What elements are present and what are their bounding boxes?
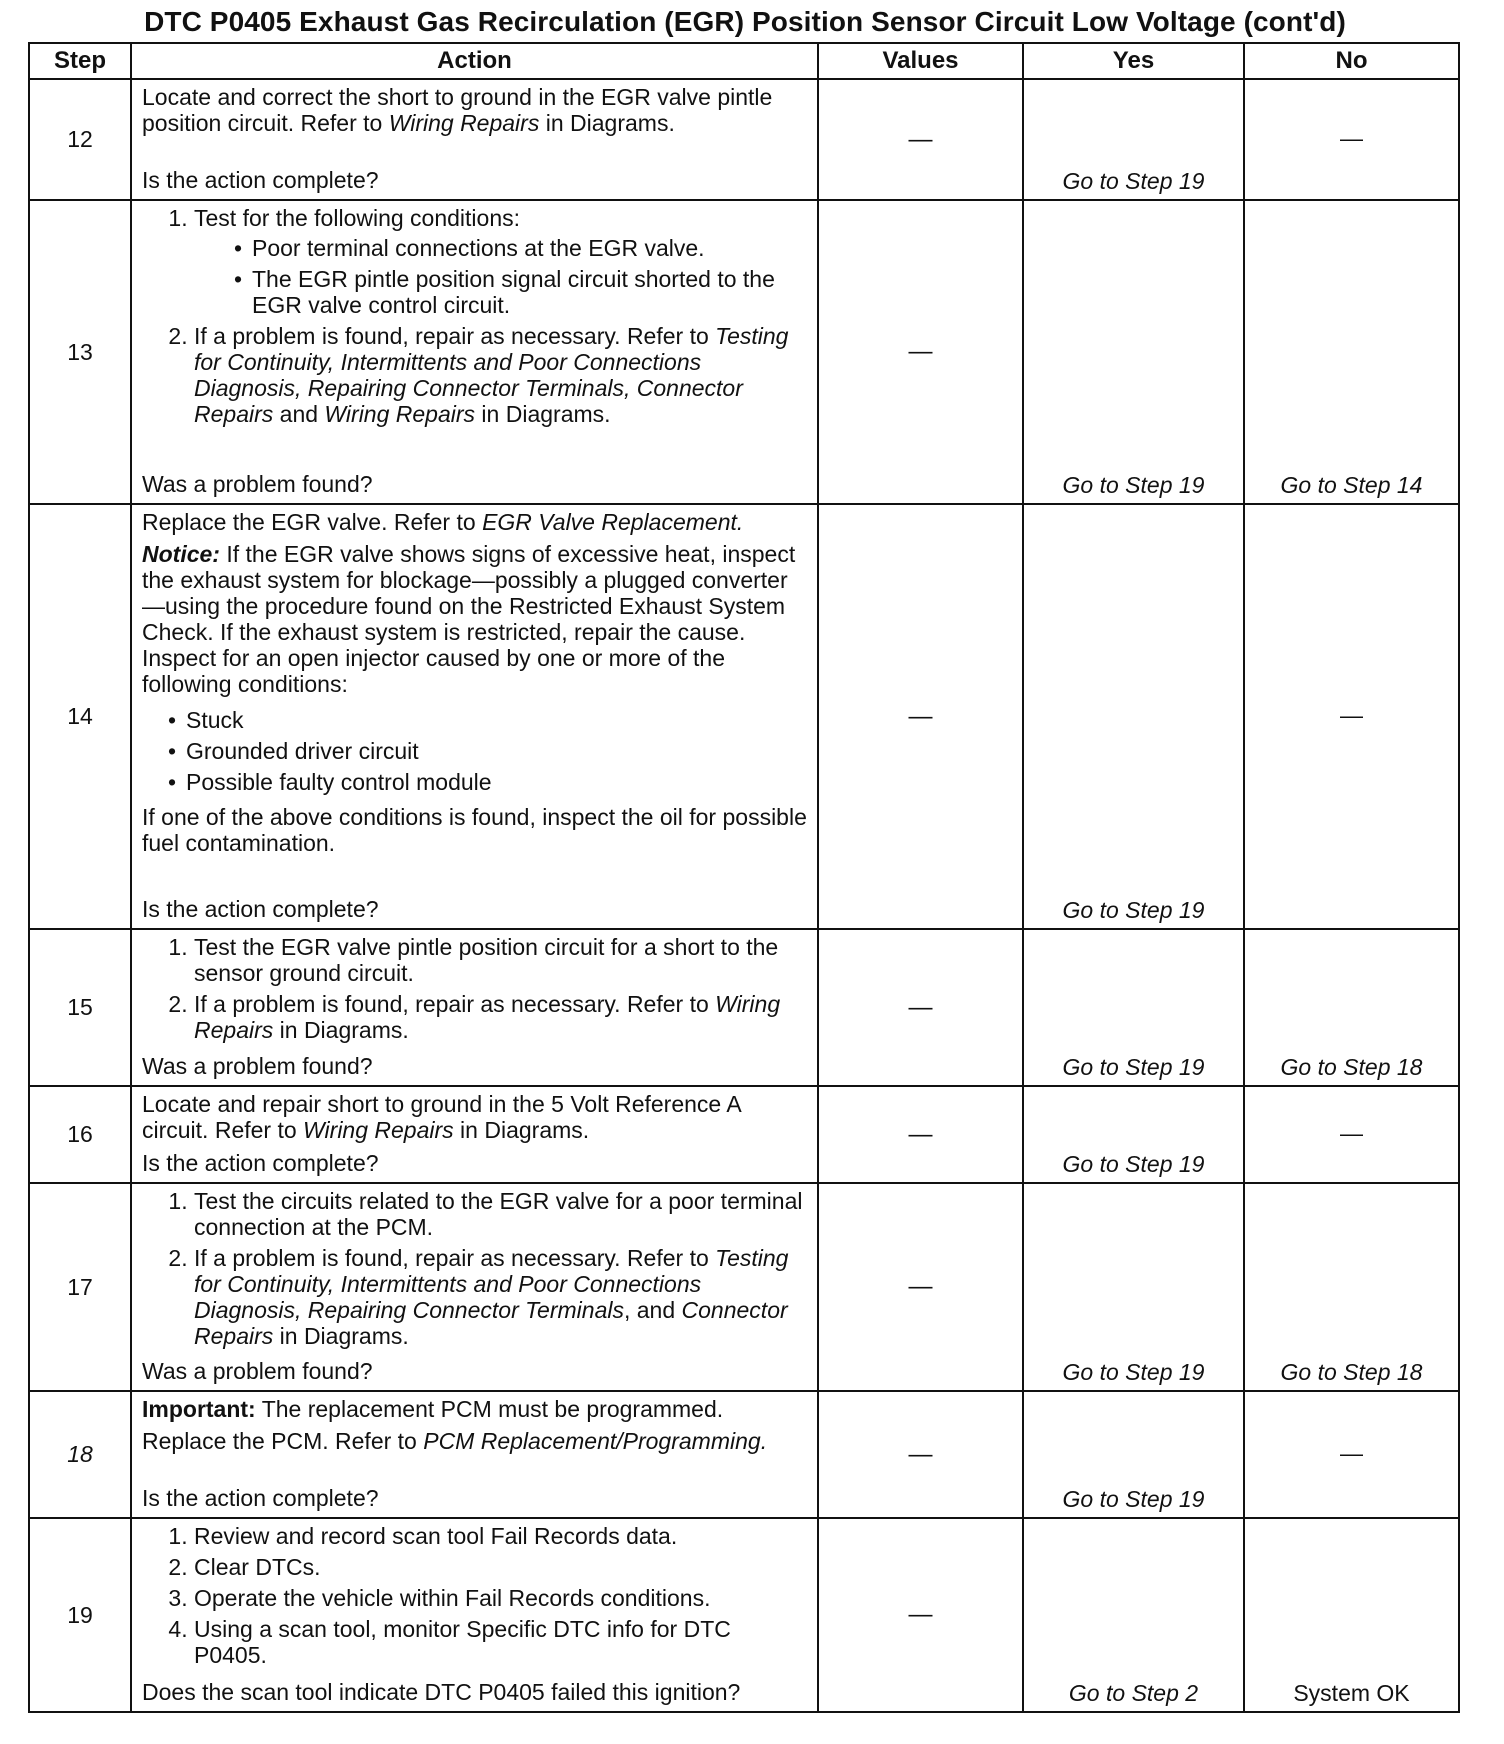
- action-question: Is the action complete?: [142, 1485, 379, 1511]
- table-row: [29, 1391, 1459, 1518]
- no-cell: —: [1244, 504, 1459, 929]
- action-question: Is the action complete?: [142, 896, 379, 922]
- action-question: Does the scan tool indicate DTC P0405 failed this ignition?: [142, 1679, 741, 1705]
- table-row: [29, 504, 1459, 929]
- yes-cell: Go to Step 19: [1023, 929, 1244, 1086]
- list-item: 1. Test the circuits related to the EGR valve for a poor terminal connection at the PCM.: [194, 1188, 809, 1240]
- list-item: 1. Test the EGR valve pintle position circuit for a short to the sensor ground circuit.: [194, 934, 809, 986]
- header-no: No: [1244, 43, 1459, 79]
- notice-text: Notice: If the EGR valve shows signs of excessive heat, inspect the exhaust system for blockage—possibly a plugged converter—using the procedure found on the Restricted Exhaust System Check. If the exhaust system is restricted, repair the cause. Inspect for an open injector caused by one or more of the following conditions:: [142, 541, 796, 697]
- no-cell: Go to Step 14: [1244, 200, 1459, 504]
- step-number: 17: [29, 1183, 131, 1391]
- yes-cell: Go to Step 19: [1023, 1086, 1244, 1183]
- no-cell: —: [1244, 1391, 1459, 1518]
- header-action: Action: [131, 43, 818, 79]
- values-cell: —: [818, 79, 1023, 200]
- no-cell: Go to Step 18: [1244, 1183, 1459, 1391]
- no-cell: Go to Step 18: [1244, 929, 1459, 1086]
- list-item: • Stuck: [168, 707, 809, 733]
- no-cell: —: [1244, 79, 1459, 200]
- list-item: 2. If a problem is found, repair as necessary. Refer to Testing for Continuity, Intermittents and Poor Connections Diagnosis, Repairing Connector Terminals, and Connector Repairs in Diagrams.: [194, 1245, 809, 1349]
- list-item: 2. Clear DTCs.: [194, 1554, 809, 1580]
- list-item: 2. If a problem is found, repair as necessary. Refer to Testing for Continuity, Intermittents and Poor Connections Diagnosis, Repairing Connector Terminals, Connector Repairs and Wiring Repairs in Diagrams.: [194, 323, 809, 427]
- list-item: 4. Using a scan tool, monitor Specific DTC info for DTC P0405.: [194, 1616, 809, 1668]
- yes-cell: Go to Step 19: [1023, 1183, 1244, 1391]
- header-row: [29, 43, 1459, 79]
- table-row: [29, 1518, 1459, 1712]
- action-cell: [131, 504, 818, 929]
- step-number: 19: [29, 1518, 131, 1712]
- numbered-list: [142, 1523, 809, 1673]
- values-cell: —: [818, 1391, 1023, 1518]
- numbered-list: 1. Test for the following conditions: • Poor terminal connections at the EGR valve. • The EGR pintle position signal circuit shorted to the EGR valve control circuit. 2. If a problem is found, repair as necessary. Refer to Testing for Continuity, Intermittents and Poor Connections Diagnosis, Repairing Connector Terminals, Connector Repairs and Wiring Repairs in Diagrams.: [142, 205, 809, 432]
- table-row: [29, 929, 1459, 1086]
- header-yes: Yes: [1023, 43, 1244, 79]
- bullet-list: [194, 235, 809, 318]
- page-title: DTC P0405 Exhaust Gas Recirculation (EGR) Position Sensor Circuit Low Voltage (cont'd): [144, 6, 1346, 37]
- yes-cell: Go to Step 2: [1023, 1518, 1244, 1712]
- list-item: • The EGR pintle position signal circuit shorted to the EGR valve control circuit.: [234, 266, 809, 318]
- action-text: Replace the EGR valve. Refer to EGR Valve Replacement.: [142, 509, 744, 535]
- table-row: [29, 1183, 1459, 1391]
- list-item: 3. Operate the vehicle within Fail Records conditions.: [194, 1585, 809, 1611]
- no-cell: System OK: [1244, 1518, 1459, 1712]
- list-item: • Poor terminal connections at the EGR valve.: [234, 235, 809, 261]
- yes-cell: Go to Step 19: [1023, 200, 1244, 504]
- action-question: Is the action complete?: [142, 167, 379, 193]
- header-step: Step: [29, 43, 131, 79]
- action-question: Was a problem found?: [142, 1358, 373, 1384]
- values-cell: —: [818, 1183, 1023, 1391]
- action-cell: [131, 200, 818, 504]
- step-number: 12: [29, 79, 131, 200]
- list-item: • Possible faulty control module: [168, 769, 809, 795]
- values-cell: —: [818, 929, 1023, 1086]
- table-row: [29, 1086, 1459, 1183]
- values-cell: —: [818, 1086, 1023, 1183]
- important-text: Important: The replacement PCM must be programmed.: [142, 1396, 724, 1422]
- yes-cell: Go to Step 19: [1023, 1391, 1244, 1518]
- step-number: 14: [29, 504, 131, 929]
- bullet-list: [142, 707, 809, 800]
- action-cell: [131, 1183, 818, 1391]
- numbered-list: [142, 934, 809, 1048]
- list-item: • Grounded driver circuit: [168, 738, 809, 764]
- numbered-list: [142, 1188, 809, 1354]
- action-text: Locate and repair short to ground in the 5 Volt Reference A circuit. Refer to Wiring Repairs in Diagrams.: [142, 1091, 741, 1143]
- diagnostic-table: [28, 42, 1460, 1713]
- list-item: 2. If a problem is found, repair as necessary. Refer to Wiring Repairs in Diagrams.: [194, 991, 809, 1043]
- step-number: 13: [29, 200, 131, 504]
- step-number: 15: [29, 929, 131, 1086]
- step-number: 16: [29, 1086, 131, 1183]
- header-values: Values: [818, 43, 1023, 79]
- action-cell: [131, 929, 818, 1086]
- step-number: 18: [29, 1391, 131, 1518]
- no-cell: —: [1244, 1086, 1459, 1183]
- action-text: If one of the above conditions is found, inspect the oil for possible fuel contamination.: [142, 804, 807, 856]
- values-cell: —: [818, 504, 1023, 929]
- action-text: Locate and correct the short to ground in the EGR valve pintle position circuit. Refer to Wiring Repairs in Diagrams.: [142, 84, 773, 136]
- table-row: [29, 79, 1459, 200]
- values-cell: —: [818, 1518, 1023, 1712]
- values-cell: —: [818, 200, 1023, 504]
- action-cell: [131, 79, 818, 200]
- yes-cell: Go to Step 19: [1023, 79, 1244, 200]
- action-question: Was a problem found?: [142, 1053, 373, 1079]
- yes-cell: Go to Step 19: [1023, 504, 1244, 929]
- action-question: Was a problem found?: [142, 471, 373, 497]
- action-question: Is the action complete?: [142, 1150, 379, 1176]
- action-cell: [131, 1518, 818, 1712]
- table-row: [29, 200, 1459, 504]
- action-cell: [131, 1086, 818, 1183]
- action-cell: [131, 1391, 818, 1518]
- list-item: 1. Review and record scan tool Fail Records data.: [194, 1523, 809, 1549]
- action-text: Replace the PCM. Refer to PCM Replacement/Programming.: [142, 1428, 768, 1454]
